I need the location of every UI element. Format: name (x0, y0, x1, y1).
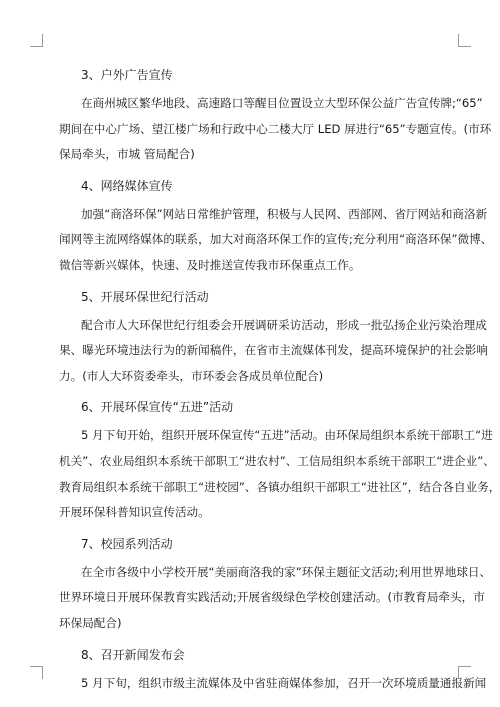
section-paragraph (59, 313, 488, 390)
paragraph-line: 开展环保科普知识宣传活动。 (59, 505, 210, 520)
paragraph-line: 在商州城区繁华地段、高速路口等醒目位置设立大型环保公益广告宣传牌;“65” (81, 96, 483, 110)
paragraph-line: 加强“商洛环保”网站日常维护管理，积极与人民网、西部网、省厅网站和商洛新 (81, 206, 488, 221)
section-heading: 3、户外广告宣传 (81, 68, 173, 82)
paragraph-line: 力。(市人大环资委牵头，市环委会各成员单位配合) (59, 368, 324, 383)
paragraph-line: 果、曝光环境违法行为的新闻稿件，在省市主流媒体刊发，提高环境保护的社会影响 (59, 343, 488, 358)
crop-mark-top-right (458, 34, 471, 47)
paragraph-line: 5 月下旬，组织市级主流媒体及中省驻商媒体参加，召开一次环境质量通报新闻 (81, 675, 487, 690)
paragraph-line: 在全市各级中小学校开展“美丽商洛我的家”环保主题征文活动;利用世界地球日、 (81, 564, 492, 579)
paragraph-line: 保局牵头，市城 管局配合) (59, 147, 195, 162)
paragraph-line: 配合市人大环保世纪行组委会开展调研采访活动，形成一批弘扬企业污染治理成 (81, 317, 487, 332)
section-paragraph (59, 423, 500, 525)
paragraph-line: 环保局配合) (59, 615, 122, 630)
paragraph-line: 闻网等主流网络媒体的联系，加大对商洛环保工作的宣传;充分利用“商洛环保”微博、 (59, 232, 493, 247)
section-paragraph (59, 671, 487, 697)
paragraph-line: 世界环境日开展环保教育实践活动;开展省级绿色学校创建活动。(市教育局牵头，市 (59, 590, 485, 605)
section-heading: 8、召开新闻发布会 (81, 647, 185, 662)
section-paragraph (59, 91, 492, 168)
paragraph-line: 微信等新兴媒体，快速、及时推送宣传我市环保重点工作。 (59, 257, 361, 272)
section-heading: 6、开展环保宣传“五进”活动 (81, 400, 234, 415)
section-heading: 7、校园系列活动 (81, 536, 173, 551)
section-heading: 5、开展环保世纪行活动 (81, 289, 209, 304)
paragraph-line: 5 月下旬开始，组织开展环保宣传“五进”活动。由环保局组织本系统干部职工“进 (81, 428, 493, 443)
crop-mark-bottom-left (30, 666, 43, 679)
paragraph-line: 期间在中心广场、望江楼广场和行政中心二楼大厅 LED 屏进行“65”专题宣传。(市环 (59, 121, 492, 136)
document-body (59, 62, 500, 701)
paragraph-line: 教育局组织本系统干部职工“进校园”、各镇办组织干部职工“进社区”，结合各自业务， (59, 479, 500, 494)
paragraph-line: 机关”、农业局组织本系统干部职工“进农村”、工信局组织本系统干部职工“进企业”、 (59, 453, 495, 468)
section-heading: 4、网络媒体宣传 (81, 178, 173, 193)
section-paragraph (59, 560, 492, 637)
crop-mark-top-left (30, 34, 43, 47)
section-paragraph (59, 202, 493, 279)
